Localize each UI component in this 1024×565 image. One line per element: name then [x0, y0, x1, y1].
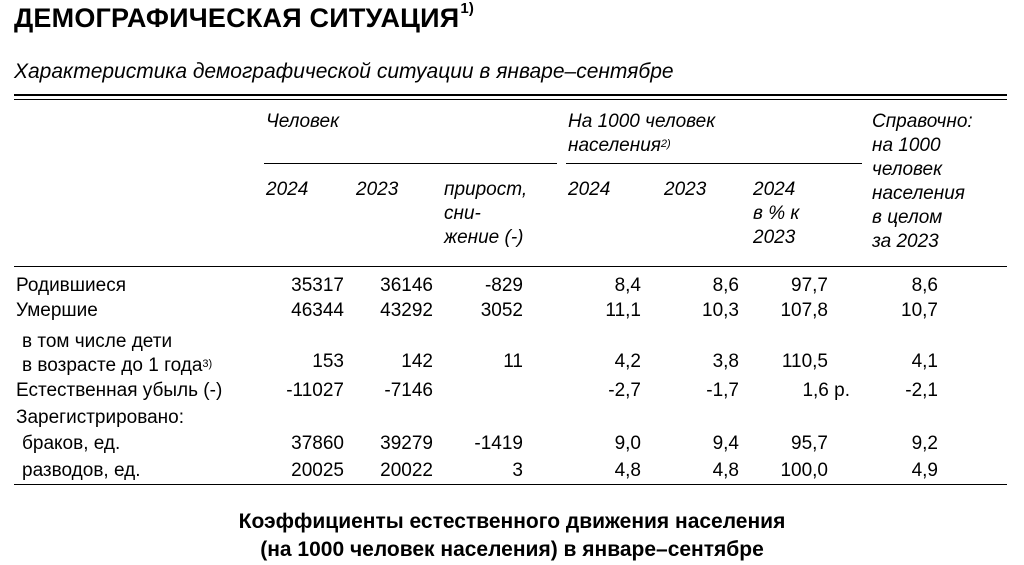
- cell-deaths-change: 3052: [480, 300, 523, 321]
- header-group-people: Человек: [266, 111, 340, 132]
- cell-marriages-rate-pct: 95,7: [791, 433, 828, 454]
- section-heading: Коэффициенты естественного движения населения (на 1000 человек населения) в январе–сентябре: [238, 510, 786, 561]
- row-label-divorces: разводов, ед.: [22, 460, 141, 481]
- cell-infant-rate-2024: 4,2: [614, 351, 641, 372]
- cell-decrease-people-2024: -11027: [286, 380, 344, 401]
- cell-marriages-rate-2024: 9,0: [614, 433, 641, 454]
- header-rate-2023: 2023: [664, 179, 707, 200]
- header-people-underline: [264, 163, 557, 164]
- cell-births-rate-2024: 8,4: [614, 275, 641, 296]
- header-change: прирост, сни- жение (-): [444, 179, 528, 248]
- cell-decrease-reference: -2,1: [905, 380, 938, 401]
- header-rate-pct: 2024 в % к 2023: [753, 179, 800, 248]
- table-subtitle: Характеристика демографической ситуации в январе–сентябре: [14, 60, 674, 83]
- header-rate-underline: [566, 163, 862, 164]
- cell-infant-people-2024: 153: [312, 351, 344, 372]
- cell-divorces-change: 3: [512, 460, 523, 481]
- cell-infant-change: 11: [503, 351, 523, 372]
- row-label-deaths: Умершие: [16, 300, 98, 321]
- row-label-births: Родившиеся: [16, 275, 126, 296]
- cell-deaths-people-2024: 46344: [291, 300, 344, 321]
- cell-marriages-people-2024: 37860: [291, 433, 344, 454]
- header-bottom-rule: [14, 266, 1007, 267]
- header-people-2024: 2024: [266, 179, 309, 200]
- title-footnote-marker: 1): [460, 0, 475, 17]
- cell-deaths-people-2023: 43292: [380, 300, 433, 321]
- cell-births-people-2023: 36146: [380, 275, 433, 296]
- cell-births-rate-2023: 8,6: [712, 275, 739, 296]
- cell-births-reference: 8,6: [911, 275, 938, 296]
- top-rule: [14, 94, 1007, 96]
- cell-infant-people-2023: 142: [401, 351, 433, 372]
- cell-decrease-rate-pct: 1,6 р.: [802, 380, 850, 401]
- cell-divorces-people-2024: 20025: [291, 460, 344, 481]
- row-label-infant-deaths: в том числе дети в возрасте до 1 года$^{3)}$: [22, 331, 213, 376]
- per1000-footnote-marker: 2): [660, 138, 671, 150]
- cell-marriages-rate-2023: 9,4: [712, 433, 739, 454]
- page-title: ДЕМОГРАФИЧЕСКАЯ СИТУАЦИЯ$^{1)}$: [14, 0, 475, 33]
- cell-decrease-rate-2024: -2,7: [608, 380, 641, 401]
- cell-deaths-rate-2024: 11,1: [605, 300, 641, 321]
- header-people-2023: 2023: [356, 179, 399, 200]
- cell-divorces-people-2023: 20022: [380, 460, 433, 481]
- top-rule-thin: [14, 99, 1007, 100]
- cell-decrease-rate-2023: -1,7: [706, 380, 739, 401]
- cell-deaths-reference: 10,7: [901, 300, 938, 321]
- cell-divorces-rate-2023: 4,8: [712, 460, 739, 481]
- row-label-natural-decrease: Естественная убыль (-): [16, 380, 223, 401]
- row-label-registered: Зарегистрировано:: [16, 407, 185, 428]
- cell-marriages-change: -1419: [474, 433, 523, 454]
- table-bottom-rule: [14, 484, 1007, 485]
- infant-footnote-marker: 3): [202, 358, 213, 370]
- cell-marriages-reference: 9,2: [911, 433, 938, 454]
- cell-divorces-reference: 4,9: [911, 460, 938, 481]
- header-rate-2024: 2024: [568, 179, 611, 200]
- cell-infant-rate-pct: 110,5: [781, 351, 828, 372]
- row-label-marriages: браков, ед.: [22, 433, 121, 454]
- cell-deaths-rate-2023: 10,3: [702, 300, 739, 321]
- cell-births-change: -829: [484, 275, 523, 296]
- cell-decrease-people-2023: -7146: [384, 380, 433, 401]
- header-group-per1000: На 1000 человек населения$^{2)}$: [568, 111, 716, 156]
- cell-births-rate-pct: 97,7: [791, 275, 828, 296]
- cell-marriages-people-2023: 39279: [380, 433, 433, 454]
- cell-deaths-rate-pct: 107,8: [780, 300, 828, 321]
- header-reference: Справочно: на 1000 человек населения в целом за 2023: [872, 111, 973, 252]
- cell-divorces-rate-pct: 100,0: [780, 460, 828, 481]
- cell-infant-rate-2023: 3,8: [712, 351, 739, 372]
- cell-births-people-2024: 35317: [291, 275, 344, 296]
- cell-divorces-rate-2024: 4,8: [614, 460, 641, 481]
- cell-infant-reference: 4,1: [911, 351, 938, 372]
